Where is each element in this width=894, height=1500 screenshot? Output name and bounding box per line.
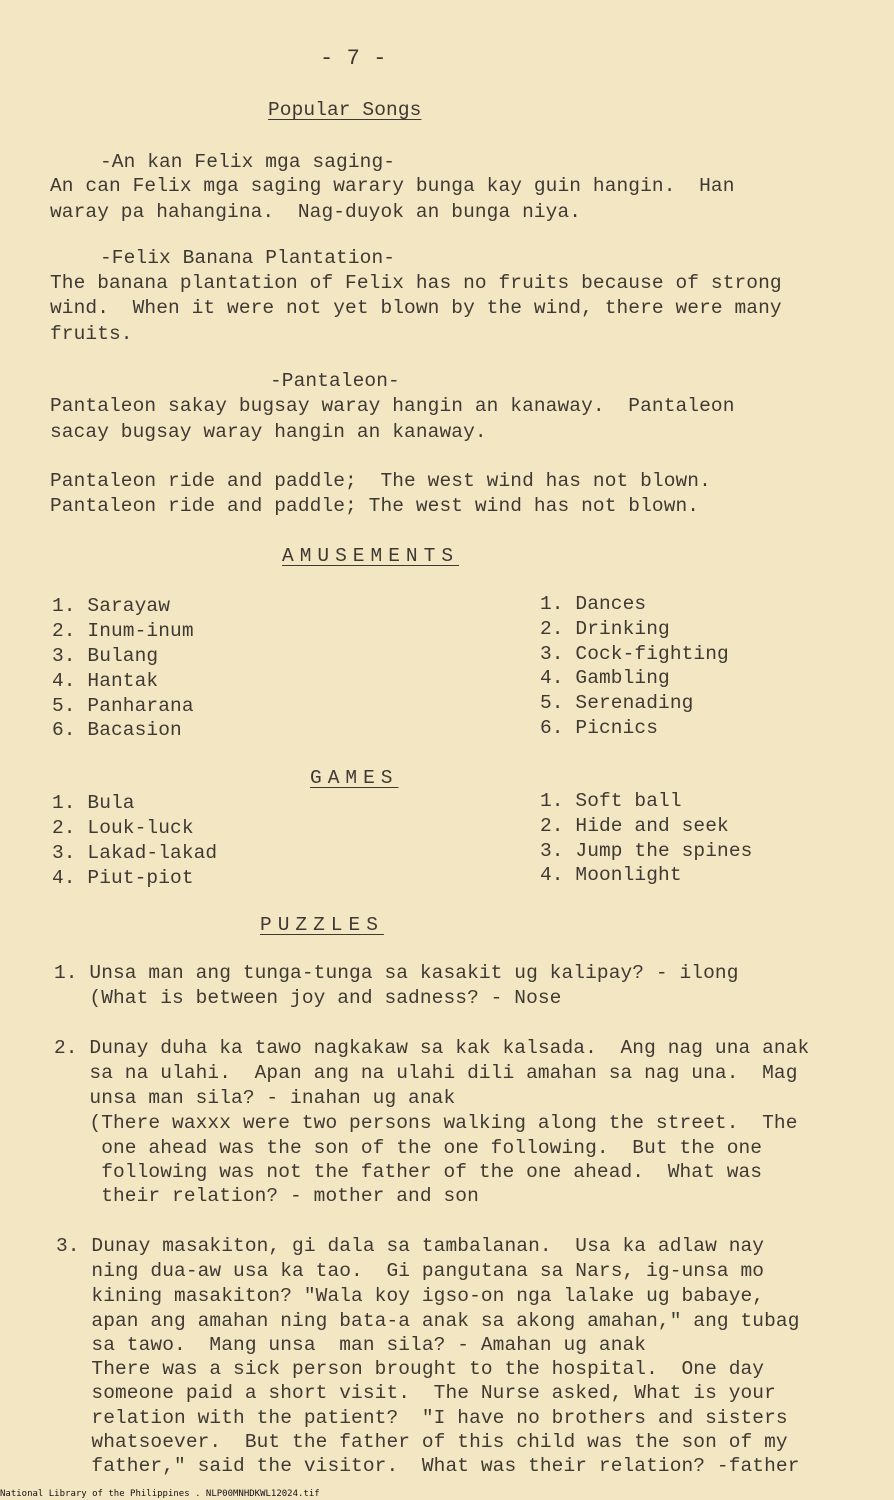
amusement-local-item: 4. Hantak: [52, 670, 159, 692]
puzzle2-line: (There waxxx were two persons walking along the street. The: [54, 1112, 798, 1134]
amusement-english-item: 5. Serenading: [540, 692, 694, 714]
puzzle3-line: sa tawo. Mang unsa man sila? - Amahan ug anak: [56, 1334, 647, 1356]
game-local-item: 2. Louk-luck: [52, 817, 194, 839]
amusement-local-item: 1. Sarayaw: [52, 595, 171, 617]
song2-line: Pantaleon sakay bugsay waray hangin an kanaway. Pantaleon: [50, 395, 735, 417]
amusement-english-item: 2. Drinking: [540, 618, 670, 640]
puzzle3-line: apan ang amahan ning bata-a anak sa akong amahan," ang tubag: [56, 1310, 800, 1332]
archive-footer: National Library of the Philippines . NLP00MNHDKWL12024.tif: [0, 1489, 320, 1499]
song1-translation-line: wind. When it were not yet blown by the wind, there were many: [50, 297, 782, 319]
puzzle1-line: 1. Unsa man ang tunga-tunga sa kasakit ug kalipay? - ilong: [54, 962, 739, 984]
song1-line: waray pa hahangina. Nag-duyok an bunga niya.: [50, 201, 582, 223]
popular-songs-title: Popular Songs: [268, 99, 422, 121]
amusement-local-item: 2. Inum-inum: [52, 620, 194, 642]
puzzles-title: PUZZLES: [260, 914, 384, 936]
song1-translation-line: fruits.: [50, 323, 133, 345]
puzzle3-line: There was a sick person brought to the hospital. One day: [56, 1358, 765, 1380]
puzzle3-line: relation with the patient? "I have no brothers and sisters: [56, 1407, 788, 1429]
amusement-local-item: 6. Bacasion: [52, 719, 182, 741]
games-title: GAMES: [310, 767, 399, 789]
amusement-english-item: 3. Cock-fighting: [540, 643, 729, 665]
song1-title: -An kan Felix mga saging-: [100, 151, 396, 173]
puzzle3-line: whatsoever. But the father of this child was the son of my: [56, 1431, 788, 1453]
amusement-local-item: 3. Bulang: [52, 645, 159, 667]
song2-translation-line: Pantaleon ride and paddle; The west wind has not blown.: [50, 495, 700, 517]
puzzle2-line: one ahead was the son of the one following. But the one: [54, 1137, 763, 1159]
game-local-item: 1. Bula: [52, 792, 135, 814]
game-english-item: 1. Soft ball: [540, 790, 682, 812]
puzzle3-line: someone paid a short visit. The Nurse asked, What is your: [56, 1382, 776, 1404]
song1-translation-line: The banana plantation of Felix has no fruits because of strong: [50, 272, 782, 294]
puzzle3-line: ning dua-aw usa ka tao. Gi pangutana sa Nars, ig-unsa mo: [56, 1260, 765, 1282]
song2-translation-line: Pantaleon ride and paddle; The west wind has not blown.: [50, 470, 711, 492]
puzzle3-line: kining masakiton? "Wala koy igso-on nga lalake ug babaye,: [56, 1285, 765, 1307]
page-number: - 7 -: [320, 46, 387, 71]
song1-translation-title: -Felix Banana Plantation-: [100, 247, 396, 269]
song2-title: -Pantaleon-: [270, 370, 400, 392]
song2-line: sacay bugsay waray hangin an kanaway.: [50, 421, 487, 443]
puzzle3-line: 3. Dunay masakiton, gi dala sa tambalanan. Usa ka adlaw nay: [56, 1235, 765, 1257]
amusement-local-item: 5. Panharana: [52, 695, 194, 717]
puzzle2-line: 2. Dunay duha ka tawo nagkakaw sa kak kalsada. Ang nag una anak: [54, 1037, 810, 1059]
amusements-title: AMUSEMENTS: [282, 545, 460, 567]
game-english-item: 3. Jump the spines: [540, 840, 753, 862]
game-local-item: 3. Lakad-lakad: [52, 842, 218, 864]
puzzle2-line: following was not the father of the one ahead. What was: [54, 1161, 763, 1183]
amusement-english-item: 1. Dances: [540, 593, 647, 615]
puzzle2-line: sa na ulahi. Apan ang na ulahi dili amahan sa nag una. Mag: [54, 1062, 798, 1084]
puzzle3-line: father," said the visitor. What was their relation? -father: [56, 1455, 800, 1477]
amusement-english-item: 6. Picnics: [540, 717, 659, 739]
puzzle2-line: their relation? - mother and son: [54, 1185, 479, 1207]
song1-line: An can Felix mga saging warary bunga kay guin hangin. Han: [50, 175, 735, 197]
game-english-item: 4. Moonlight: [540, 864, 682, 886]
game-english-item: 2. Hide and seek: [540, 815, 729, 837]
puzzle1-line: (What is between joy and sadness? - Nose: [54, 987, 562, 1009]
game-local-item: 4. Piut-piot: [52, 867, 194, 889]
amusement-english-item: 4. Gambling: [540, 667, 670, 689]
puzzle2-line: unsa man sila? - inahan ug anak: [54, 1087, 456, 1109]
